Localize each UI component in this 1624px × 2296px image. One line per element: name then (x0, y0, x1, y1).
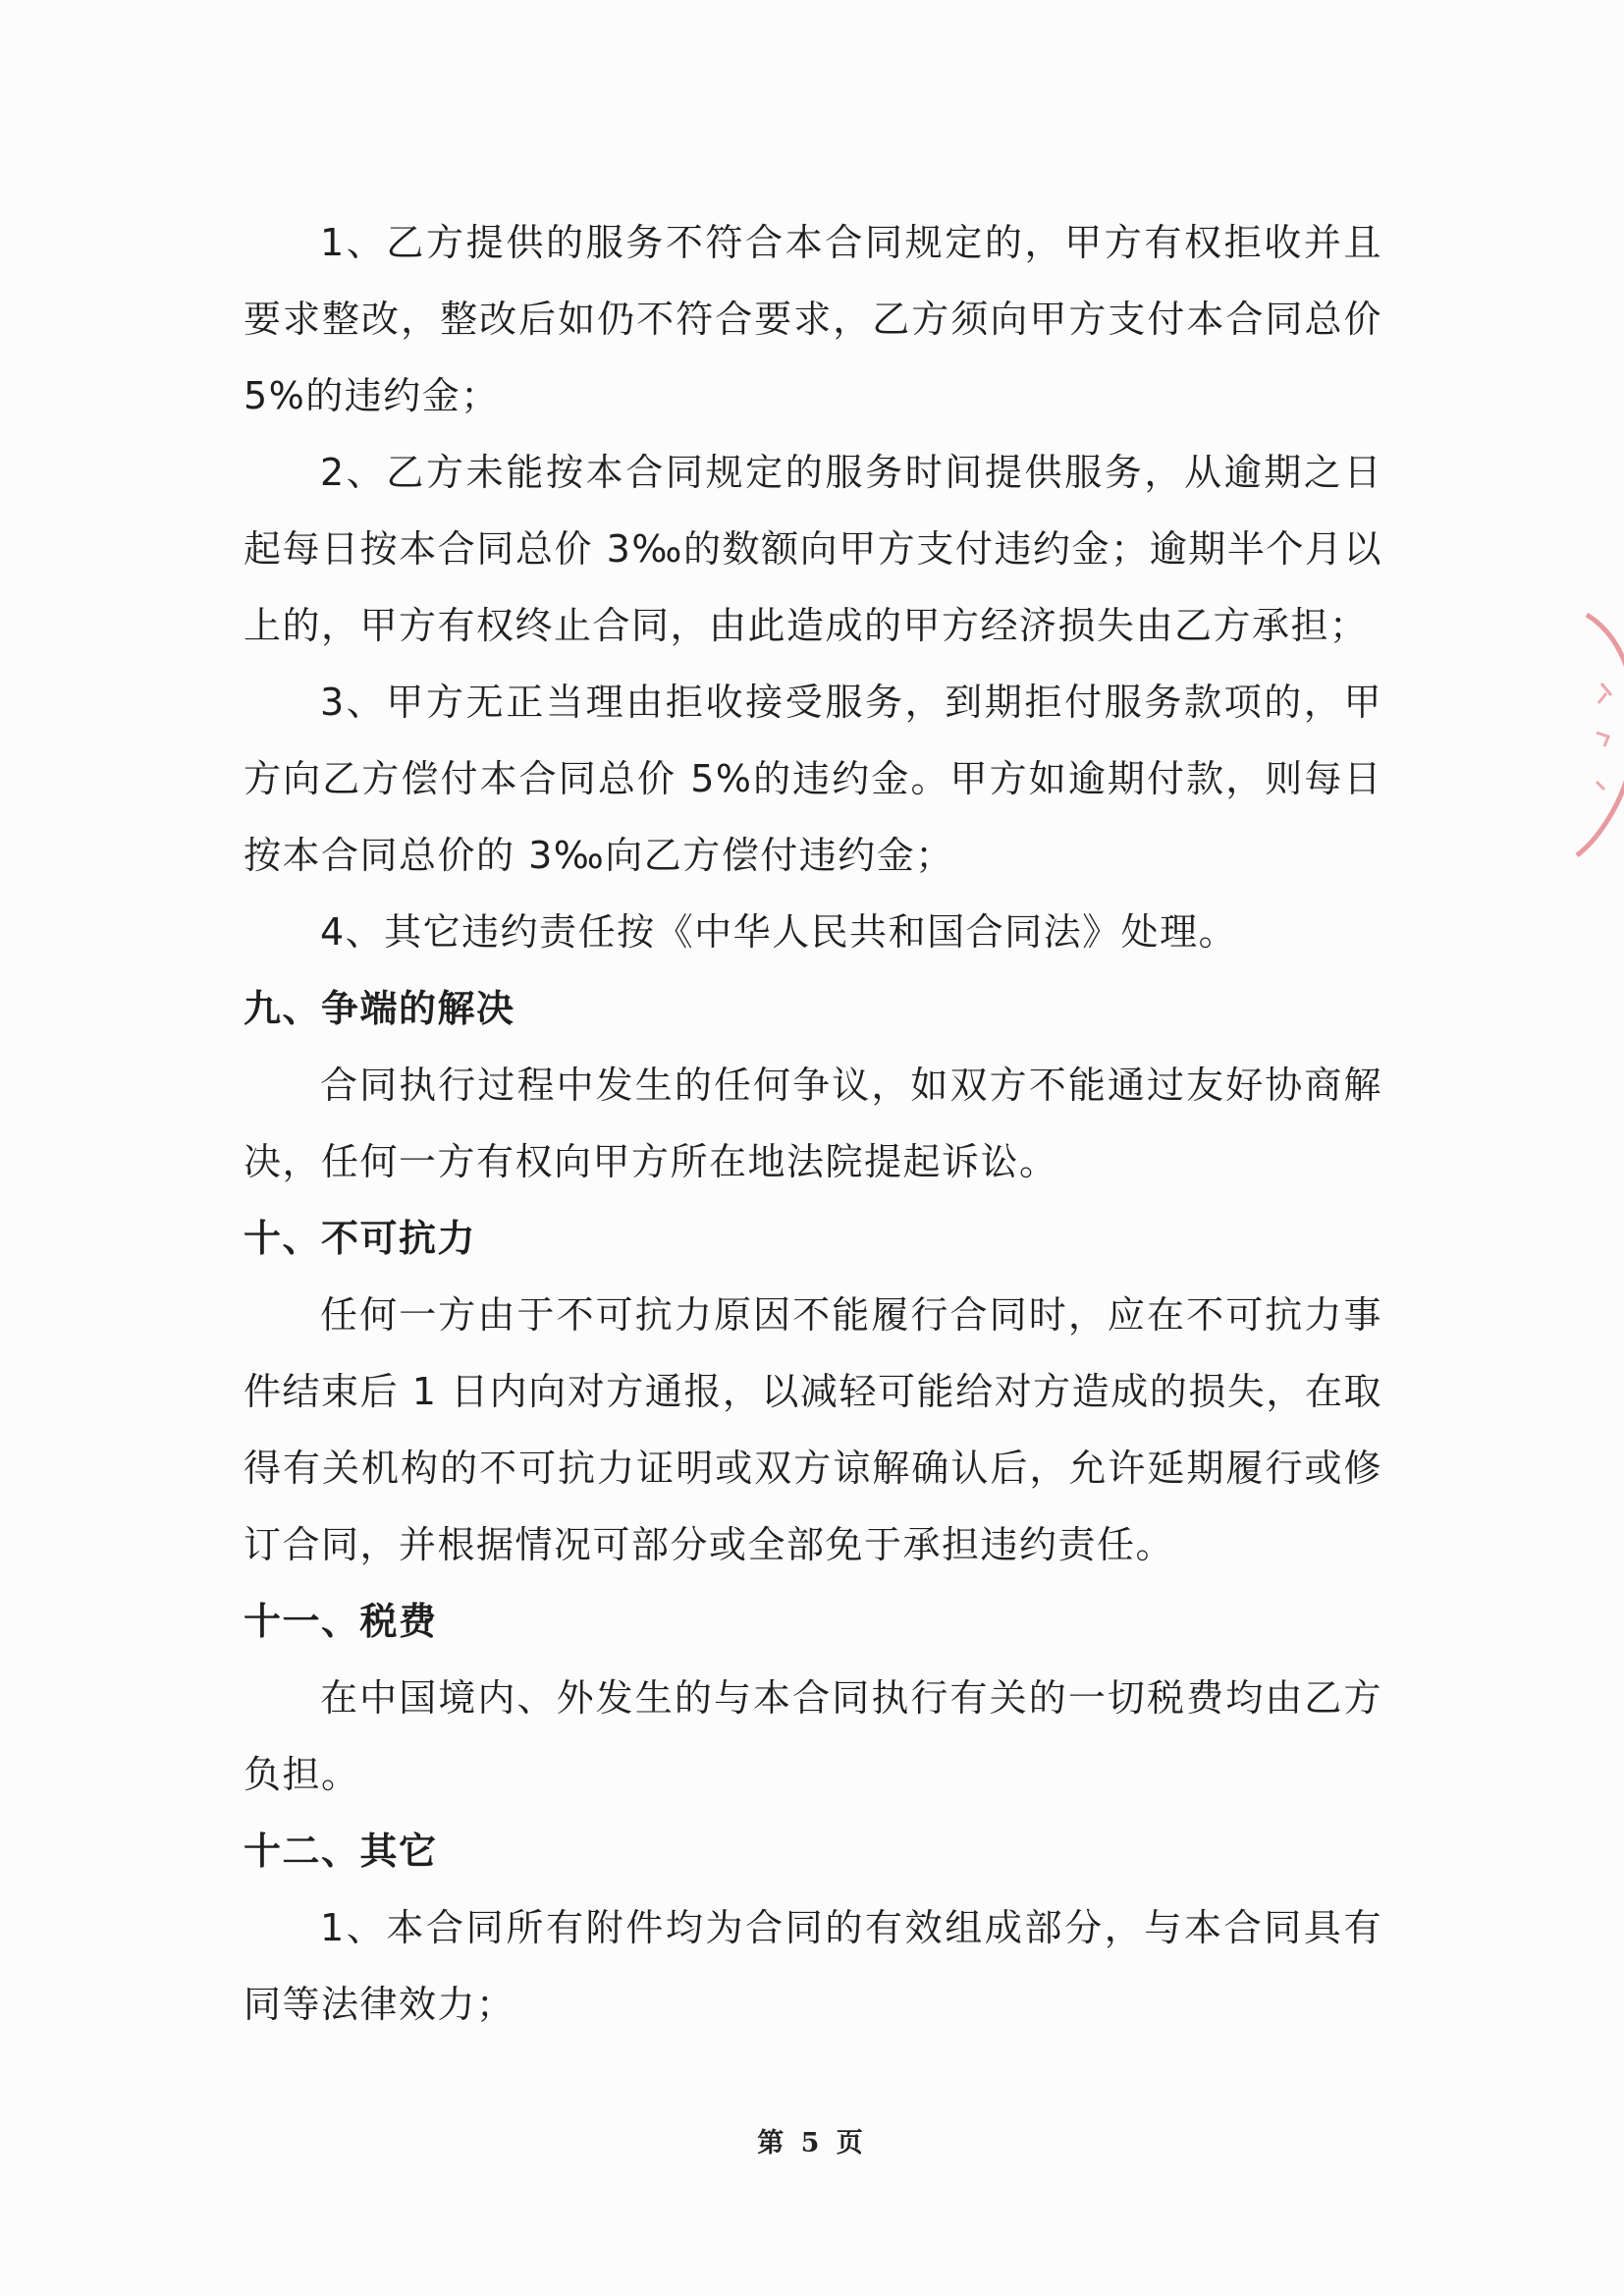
section-heading-taxes: 十一、税费 (244, 1600, 438, 1643)
clause-other-1: 1、本合同所有附件均为合同的有效组成部分，与本合同具有同等法律效力； (244, 1906, 1382, 2026)
document-body (244, 204, 1382, 2043)
section-heading-force-majeure: 十、不可抗力 (244, 1217, 477, 1260)
partial-seal-stamp (1567, 605, 1624, 860)
clause-breach-1: 1、乙方提供的服务不符合本合同规定的，甲方有权拒收并且要求整改，整改后如仍不符合要求，乙方须向甲方支付本合同总价 5%的违约金； (244, 221, 1382, 417)
section-heading-other: 十二、其它 (244, 1830, 438, 1873)
page-number: 第 5 页 (757, 2128, 867, 2159)
clause-taxes: 在中国境内、外发生的与本合同执行有关的一切税费均由乙方负担。 (244, 1676, 1382, 1796)
clause-breach-2: 2、乙方未能按本合同规定的服务时间提供服务，从逾期之日起每日按本合同总价 3‰的数额向甲方支付违约金；逾期半个月以上的，甲方有权终止合同，由此造成的甲方经济损失由乙方承担； (244, 451, 1382, 647)
section-heading-dispute: 九、争端的解决 (244, 987, 515, 1030)
clause-breach-3: 3、甲方无正当理由拒收接受服务，到期拒付服务款项的，甲方向乙方偿付本合同总价 5%的违约金。甲方如逾期付款，则每日按本合同总价的 3‰向乙方偿付违约金； (244, 681, 1382, 877)
clause-force-majeure: 任何一方由于不可抗力原因不能履行合同时，应在不可抗力事件结束后 1 日内向对方通报，以减轻可能给对方造成的损失，在取得有关机构的不可抗力证明或双方谅解确认后，允许延期履行或修订合同，并根据情况可部分或全部免于承担违约责任。 (244, 1293, 1382, 1566)
clause-breach-4: 4、其它违约责任按《中华人民共和国合同法》处理。 (320, 910, 1238, 954)
clause-dispute: 合同执行过程中发生的任何争议，如双方不能通过友好协商解决，任何一方有权向甲方所在地法院提起诉讼。 (244, 1064, 1382, 1183)
